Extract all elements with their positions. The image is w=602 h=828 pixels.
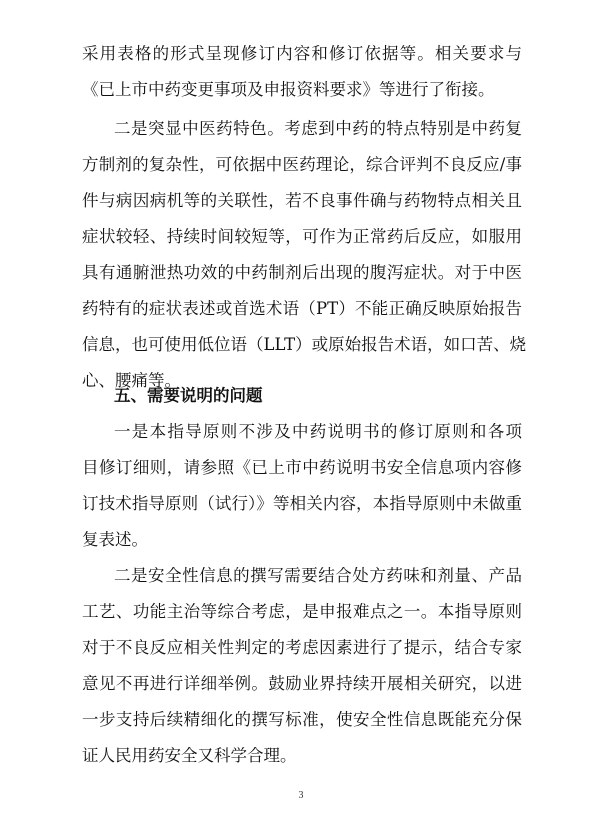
text-line: 心、腰痛等。 [82,371,181,390]
text-line: 症状较轻、持续时间较短等，可作为正常药后反应，如服用 [82,227,522,246]
text-line: 意见不再进行详细举例。鼓励业界持续开展相关研究，以进 [82,674,522,693]
section-heading: 五、需要说明的问题 [114,386,263,405]
text-line: 件与病因病机等的关联性，若不良事件确与药物特点相关且 [82,191,522,210]
text-line: 目修订细则，请参照《已上市中药说明书安全信息项内容修 [82,458,522,477]
text-line: 订技术指导原则（试行）》等相关内容，本指导原则中未做重 [82,494,522,513]
paragraph-safety-info [82,558,522,774]
text-line: 一是本指导原则不涉及中药说明书的修订原则和各项 [114,422,522,441]
text-line: 具有通腑泄热功效的中药制剂后出现的腹泻症状。对于中医 [82,263,522,282]
text-line: 二是突显中医药特色。考虑到中药的特点特别是中药复 [114,119,522,138]
text-line: 信息，也可使用低位语（LLT）或原始报告术语，如口苦、烧 [82,335,527,354]
text-line: 对于不良反应相关性判定的考虑因素进行了提示，结合专家 [82,638,522,657]
text-line: 一步支持后续精细化的撰写标准，使安全性信息既能充分保 [82,710,522,729]
paragraph-table-form [82,36,522,108]
text-line: 证人民用药安全又科学合理。 [82,746,297,765]
text-line: 复表述。 [82,530,148,549]
text-line: 方制剂的复杂性，可依据中医药理论，综合评判不良反应/事 [82,155,522,174]
text-line: 采用表格的形式呈现修订内容和修订依据等。相关要求与 [82,44,522,63]
text-line: 药特有的症状表述或首选术语（PT）不能正确反映原始报告 [82,299,522,318]
paragraph-label-scope [82,414,522,558]
paragraph-tcm-features [82,111,527,399]
page-number: 3 [298,790,304,801]
text-line: 《已上市中药变更事项及申报资料要求》等进行了衔接。 [82,80,495,99]
text-line: 二是安全性信息的撰写需要结合处方药味和剂量、产品 [114,566,522,585]
text-line: 工艺、功能主治等综合考虑，是申报难点之一。本指导原则 [82,602,522,621]
